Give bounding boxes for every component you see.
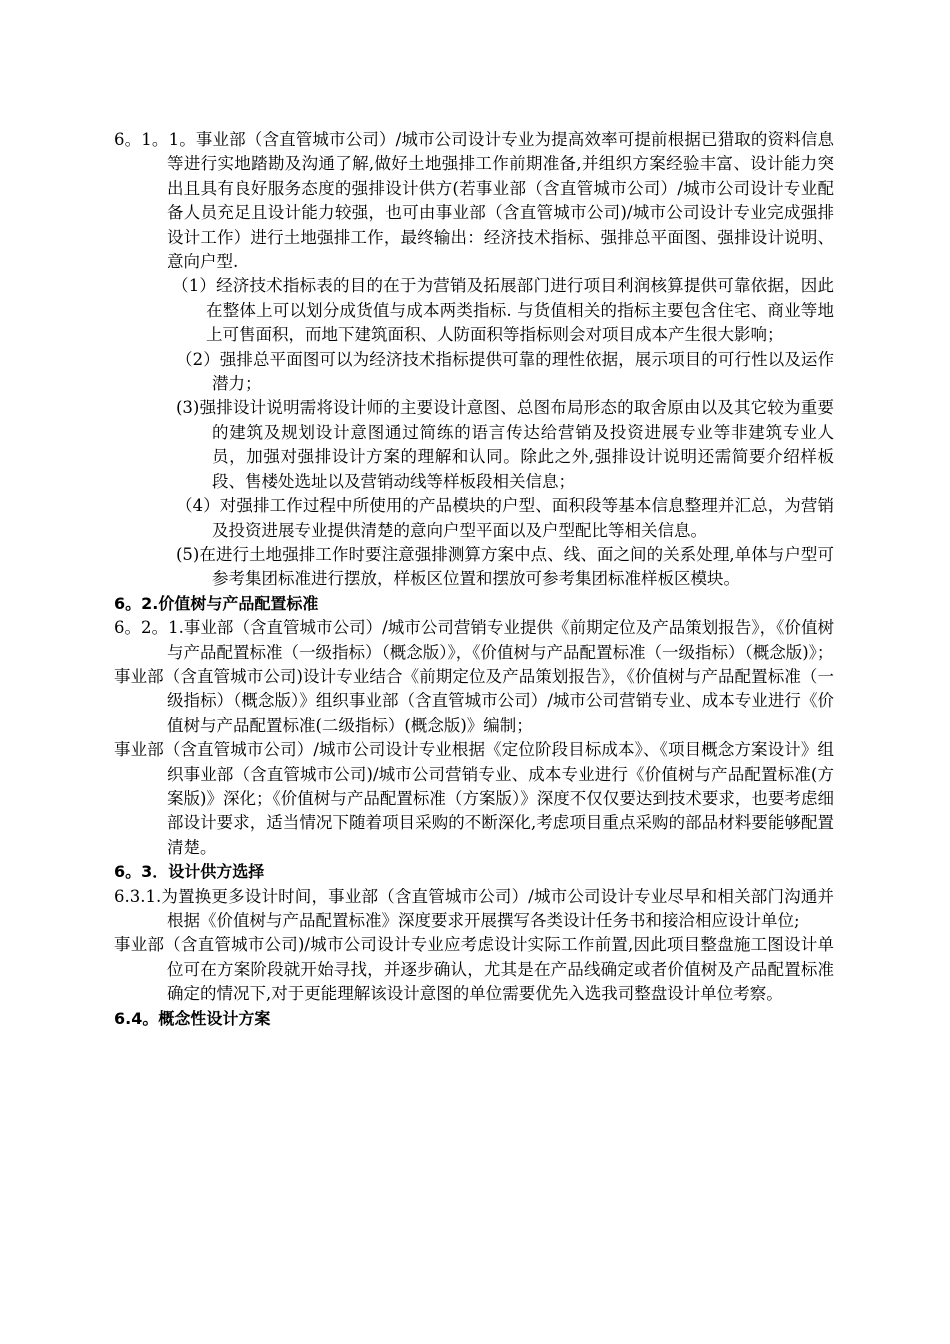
paragraph-6-2-1: 6。2。1.事业部（含直管城市公司）/城市公司营销专业提供《前期定位及产品策划报告》，《价值树与产品配置标准（一级指标）（概念版）》，《价值树与产品配置标准（一级指标）（概念版)》； [114, 618, 834, 662]
section-heading-6-2: 6。2.价值树与产品配置标准 [114, 593, 319, 613]
paragraph-6-3-1: 6.3.1.为置换更多设计时间，事业部（含直管城市公司）/城市公司设计专业尽早和相关部门沟通并根据《价值树与产品配置标准》深度要求开展撰写各类设计任务书和接洽相应设计单位; [114, 886, 834, 930]
list-item-3: (3)强排设计说明需将设计师的主要设计意图、总图布局形态的取舍原由以及其它较为重要的建筑及规划设计意图通过简练的语言传达给营销及投资进展专业等非建筑专业人员，加强对强排设计方案的理解和认同。除此之外,强排设计说明还需简要介绍样板段、售楼处选址以及营销动线等样板段相关信息； [176, 398, 834, 491]
section-heading-6-3: 6。3．设计供方选择 [114, 862, 265, 882]
document-body [114, 128, 834, 1031]
paragraph-6-2-3: 事业部（含直管城市公司）/城市公司设计专业根据《定位阶段目标成本》、《项目概念方案设计》组织事业部（含直管城市公司)/城市公司营销专业、成本专业进行《价值树与产品配置标准(方案版)》深化；《价值树与产品配置标准（方案版）》深度不仅仅要达到技术要求，也要考虑细部设计要求，适当情况下随着项目采购的不断深化,考虑项目重点采购的部品材料要能够配置清楚。 [114, 740, 834, 857]
list-item-5: (5)在进行土地强排工作时要注意强排测算方案中点、线、面之间的关系处理,单体与户型可参考集团标准进行摆放，样板区位置和摆放可参考集团标准样板区模块。 [176, 544, 834, 589]
list-item-1: （1）经济技术指标表的目的在于为营销及拓展部门进行项目利润核算提供可靠依据，因此在整体上可以划分成货值与成本两类指标. 与货值相关的指标主要包含住宅、商业等地上可售面积，而地下建筑面积、人防面积等指标则会对项目成本产生很大影响； [172, 276, 834, 345]
list-item-2: （2）强排总平面图可以为经济技术指标提供可靠的理性依据，展示项目的可行性以及运作潜力； [176, 349, 834, 394]
list-item-4: （4）对强排工作过程中所使用的产品模块的户型、面积段等基本信息整理并汇总，为营销及投资进展专业提供清楚的意向户型平面以及户型配比等相关信息。 [176, 496, 834, 540]
paragraph-6-1-1: 6。1。1。事业部（含直管城市公司）/城市公司设计专业为提高效率可提前根据已猎取的资料信息等进行实地踏勘及沟通了解,做好土地强排工作前期准备,并组织方案经验丰富、设计能力突出且具有良好服务态度的强排设计供方(若事业部（含直管城市公司）/城市公司设计专业配备人员充足且设计能力较强，也可由事业部（含直管城市公司)/城市公司设计专业完成强排设计工作）进行土地强排工作，最终输出：经济技术指标、强排总平面图、强排设计说明、意向户型. [114, 130, 834, 272]
section-heading-6-4: 6.4。概念性设计方案 [114, 1008, 271, 1028]
paragraph-6-3-2: 事业部（含直管城市公司)/城市公司设计专业应考虑设计实际工作前置,因此项目整盘施工图设计单位可在方案阶段就开始寻找，并逐步确认，尤其是在产品线确定或者价值树及产品配置标准确定的情况下,对于更能理解该设计意图的单位需要优先入选我司整盘设计单位考察。 [114, 935, 834, 1004]
paragraph-6-2-2: 事业部（含直管城市公司)设计专业结合《前期定位及产品策划报告》，《价值树与产品配置标准（一级指标）（概念版）》组织事业部（含直管城市公司）/城市公司营销专业、成本专业进行《价值树与产品配置标准(二级指标）(概念版)》编制； [114, 666, 834, 735]
